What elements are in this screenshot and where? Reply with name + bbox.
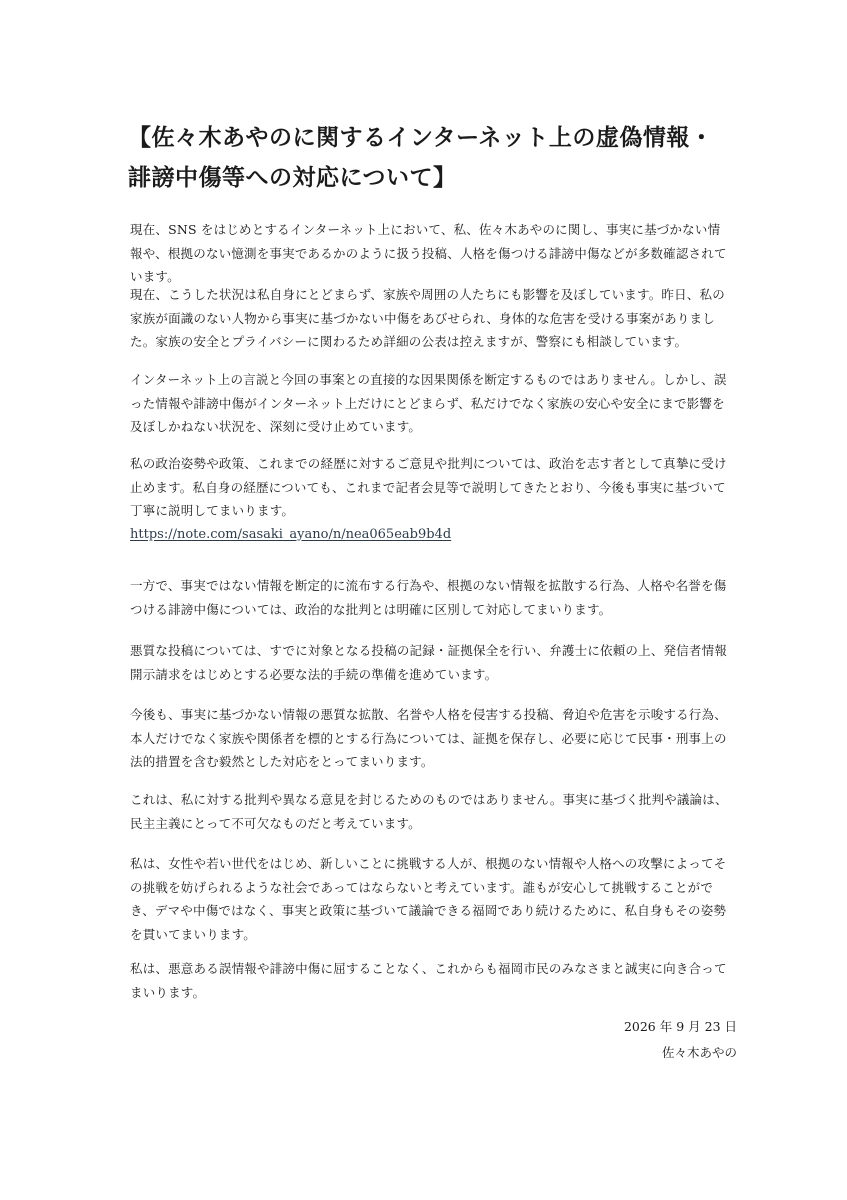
paragraph-6: 悪質な投稿については、すでに対象となる投稿の記録・証拠保全を行い、弁護士に依頼の上、発信者情報開示請求をはじめとする必要な法的手続の準備を進めています。 [130, 643, 728, 682]
paragraph-1: 現在、SNS をはじめとするインターネット上において、私、佐々木あやのに関し、事実に基づかない情報や、根拠のない憶測を事実であるかのように扱う投稿、人格を傷つける誹謗中傷などが多数確認されています。 [130, 222, 727, 284]
note-article-link[interactable]: https://note.com/sasaki_ayano/n/nea065eab9b4d [130, 527, 452, 542]
paragraph-9: 私は、女性や若い世代をはじめ、新しいことに挑戦する人が、根拠のない情報や人格への攻撃によってその挑戦を妨げられるような社会であってはならないと考えています。誰もが安心して挑戦することができ、デマや中傷ではなく、事実と政策に基づいて議論できる福岡であり続けるために、私自身もその姿勢を貫いてまいります。 [130, 856, 727, 942]
author-signature: 佐々木あやの [661, 1045, 737, 1060]
paragraph-8: これは、私に対する批判や異なる意見を封じるためのものではありません。事実に基づく批判や議論は、民主主義にとって不可欠なものだと考えています。 [130, 792, 728, 831]
paragraph-4: 私の政治姿勢や政策、これまでの経歴に対するご意見や批判については、政治を志す者として真摯に受け止めます。私自身の経歴についても、これまで記者会見等で説明してきたとおり、今後も事実に基づいて丁寧に説明してまいります。 [130, 456, 727, 518]
paragraph-7: 今後も、事実に基づかない情報の悪質な拡散、名誉や人格を侵害する投稿、脅迫や危害を示唆する行為、本人だけでなく家族や関係者を標的とする行為については、証拠を保存し、必要に応じて民事・刑事上の法的措置を含む毅然とした対応をとってまいります。 [130, 707, 727, 769]
paragraph-3: インターネット上の言説と今回の事案との直接的な因果関係を断定するものではありません。しかし、誤った情報や誹謗中傷がインターネット上だけにとどまらず、私だけでなく家族の安心や安全にまで影響を及ぼしかねない状況を、深刻に受け止めています。 [130, 372, 727, 434]
paragraph-5: 一方で、事実ではない情報を断定的に流布する行為や、根拠のない情報を拡散する行為、人格や名誉を傷つける誹謗中傷については、政治的な批判とは明確に区別して対応してまいります。 [130, 578, 727, 617]
paragraph-2: 現在、こうした状況は私自身にとどまらず、家族や周囲の人たちにも影響を及ぼしています。昨日、私の家族が面識のない人物から事実に基づかない中傷をあびせられ、身体的な危害を受ける事案がありました。家族の安全とプライバシーに関わるため詳細の公表は控えますが、警察にも相談しています。 [130, 287, 725, 349]
document-date: 2026 年 9 月 23 日 [623, 1019, 737, 1034]
paragraph-10: 私は、悪意ある誤情報や誹謗中傷に屈することなく、これからも福岡市民のみなさまと誠実に向き合ってまいります。 [130, 961, 727, 1000]
document-title: 【佐々木あやのに関するインターネット上の虚偽情報・誹謗中傷等への対応について】 [128, 124, 714, 191]
